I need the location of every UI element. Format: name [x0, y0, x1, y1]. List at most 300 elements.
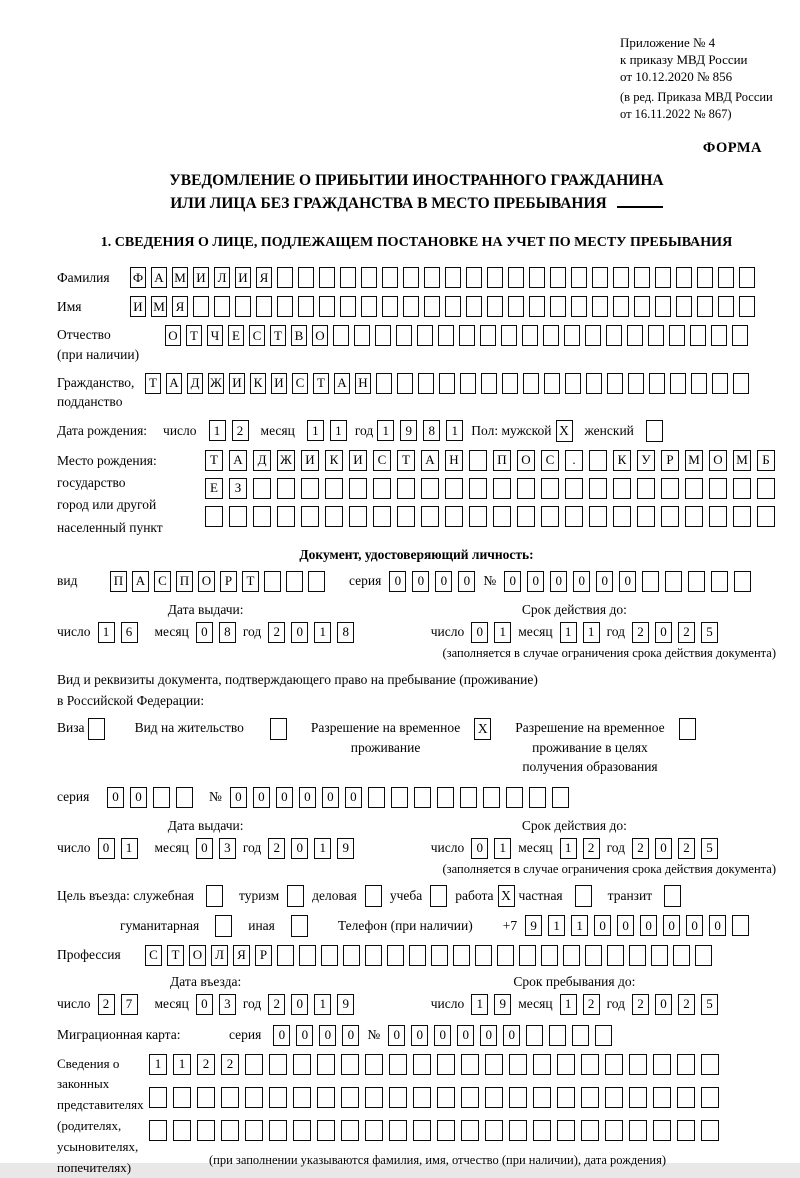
cell[interactable] [469, 478, 487, 499]
cell[interactable]: Ж [208, 373, 224, 394]
cell[interactable]: 0 [655, 994, 672, 1015]
cell[interactable] [221, 1120, 239, 1141]
cell[interactable] [613, 296, 629, 317]
cell[interactable]: 0 [98, 838, 115, 859]
cell[interactable] [277, 506, 295, 527]
cell[interactable] [173, 1120, 191, 1141]
cell[interactable]: О [517, 450, 535, 471]
cell[interactable]: Д [187, 373, 203, 394]
cell[interactable] [149, 1087, 167, 1108]
cell[interactable] [269, 1120, 287, 1141]
cell[interactable] [403, 296, 419, 317]
cell[interactable]: Е [228, 325, 244, 346]
cell[interactable] [565, 478, 583, 499]
cell[interactable] [589, 450, 607, 471]
purpose-humanitarian-checkbox[interactable] [215, 915, 232, 937]
cell[interactable] [701, 1120, 719, 1141]
cell[interactable] [592, 267, 608, 288]
cell[interactable] [607, 945, 624, 966]
cell[interactable] [709, 478, 727, 499]
cell[interactable] [541, 506, 559, 527]
cell[interactable]: И [271, 373, 287, 394]
cell[interactable] [319, 267, 335, 288]
cell[interactable] [585, 945, 602, 966]
cell[interactable] [509, 1120, 527, 1141]
cell[interactable]: 0 [655, 838, 672, 859]
cell[interactable]: М [151, 296, 167, 317]
cell[interactable] [493, 506, 511, 527]
cell[interactable] [445, 506, 463, 527]
cell[interactable] [739, 296, 755, 317]
purpose-study-checkbox[interactable] [430, 885, 447, 907]
cell[interactable] [375, 325, 391, 346]
cell[interactable]: 3 [219, 838, 236, 859]
cell[interactable] [572, 1025, 589, 1046]
cell[interactable] [245, 1054, 263, 1075]
cell[interactable]: 9 [337, 838, 354, 859]
cell[interactable]: 0 [709, 915, 726, 936]
cell[interactable]: 0 [291, 838, 308, 859]
cell[interactable] [549, 1025, 566, 1046]
cell[interactable] [634, 267, 650, 288]
cell[interactable] [340, 267, 356, 288]
cell[interactable] [277, 296, 293, 317]
cell[interactable] [697, 267, 713, 288]
cell[interactable]: 1 [377, 420, 394, 441]
cell[interactable] [193, 296, 209, 317]
temp-residence-checkbox[interactable]: X [474, 718, 491, 740]
cell[interactable]: 2 [268, 622, 285, 643]
cell[interactable] [637, 478, 655, 499]
cell[interactable] [321, 945, 338, 966]
cell[interactable]: 2 [221, 1054, 239, 1075]
cell[interactable] [264, 571, 281, 592]
cell[interactable] [642, 571, 659, 592]
cell[interactable] [325, 506, 343, 527]
cell[interactable] [701, 1087, 719, 1108]
cell[interactable] [541, 478, 559, 499]
cell[interactable]: 0 [573, 571, 590, 592]
cell[interactable]: 0 [319, 1025, 336, 1046]
cell[interactable]: 0 [299, 787, 316, 808]
purpose-work-checkbox[interactable]: X [498, 885, 515, 907]
cell[interactable] [655, 267, 671, 288]
purpose-tourism-checkbox[interactable] [287, 885, 304, 907]
cell[interactable] [397, 478, 415, 499]
cell[interactable] [301, 478, 319, 499]
cell[interactable] [586, 373, 602, 394]
visa-checkbox[interactable] [88, 718, 105, 740]
cell[interactable]: 1 [307, 420, 324, 441]
cell[interactable] [403, 267, 419, 288]
cell[interactable]: 0 [686, 915, 703, 936]
cell[interactable]: 8 [337, 622, 354, 643]
cell[interactable]: 2 [632, 838, 649, 859]
cell[interactable]: Т [145, 373, 161, 394]
cell[interactable] [653, 1087, 671, 1108]
cell[interactable]: С [541, 450, 559, 471]
cell[interactable] [293, 1054, 311, 1075]
cell[interactable] [245, 1087, 263, 1108]
cell[interactable]: 0 [480, 1025, 497, 1046]
cell[interactable] [557, 1120, 575, 1141]
cell[interactable]: 2 [268, 994, 285, 1015]
cell[interactable] [376, 373, 392, 394]
cell[interactable] [475, 945, 492, 966]
cell[interactable]: 0 [389, 571, 406, 592]
cell[interactable]: 0 [471, 838, 488, 859]
cell[interactable]: С [154, 571, 171, 592]
cell[interactable] [517, 478, 535, 499]
cell[interactable] [341, 1120, 359, 1141]
cell[interactable]: Р [220, 571, 237, 592]
cell[interactable]: 0 [342, 1025, 359, 1046]
cell[interactable]: 1 [173, 1054, 191, 1075]
cell[interactable] [637, 506, 655, 527]
cell[interactable] [733, 506, 751, 527]
cell[interactable]: 8 [423, 420, 440, 441]
cell[interactable] [389, 1054, 407, 1075]
cell[interactable] [676, 267, 692, 288]
cell[interactable] [677, 1120, 695, 1141]
cell[interactable] [757, 506, 775, 527]
cell[interactable]: 0 [130, 787, 147, 808]
cell[interactable]: 0 [527, 571, 544, 592]
cell[interactable] [253, 506, 271, 527]
cell[interactable]: А [334, 373, 350, 394]
cell[interactable]: 2 [197, 1054, 215, 1075]
cell[interactable] [333, 325, 349, 346]
cell[interactable] [634, 296, 650, 317]
cell[interactable]: Р [255, 945, 272, 966]
cell[interactable] [517, 506, 535, 527]
cell[interactable] [253, 478, 271, 499]
cell[interactable] [235, 296, 251, 317]
cell[interactable] [437, 1120, 455, 1141]
cell[interactable] [301, 506, 319, 527]
cell[interactable] [628, 373, 644, 394]
cell[interactable] [627, 325, 643, 346]
cell[interactable] [589, 478, 607, 499]
cell[interactable] [629, 1087, 647, 1108]
cell[interactable] [340, 296, 356, 317]
cell[interactable]: 9 [337, 994, 354, 1015]
cell[interactable] [541, 945, 558, 966]
cell[interactable]: 1 [314, 838, 331, 859]
cell[interactable]: 0 [663, 915, 680, 936]
cell[interactable] [695, 945, 712, 966]
cell[interactable]: 5 [701, 838, 718, 859]
cell[interactable]: 1 [121, 838, 138, 859]
cell[interactable] [653, 1120, 671, 1141]
cell[interactable] [571, 296, 587, 317]
cell[interactable]: Я [233, 945, 250, 966]
cell[interactable]: 0 [296, 1025, 313, 1046]
cell[interactable] [523, 373, 539, 394]
cell[interactable] [485, 1120, 503, 1141]
cell[interactable]: П [110, 571, 127, 592]
cell[interactable]: 5 [701, 994, 718, 1015]
sex-female-checkbox[interactable] [646, 420, 663, 442]
cell[interactable] [629, 945, 646, 966]
cell[interactable] [487, 296, 503, 317]
cell[interactable]: 5 [701, 622, 718, 643]
cell[interactable] [445, 296, 461, 317]
cell[interactable] [414, 787, 431, 808]
cell[interactable] [382, 296, 398, 317]
cell[interactable]: 0 [411, 1025, 428, 1046]
cell[interactable]: 0 [617, 915, 634, 936]
cell[interactable]: Т [205, 450, 223, 471]
cell[interactable]: Н [355, 373, 371, 394]
cell[interactable]: 0 [196, 622, 213, 643]
cell[interactable] [365, 1054, 383, 1075]
cell[interactable] [361, 267, 377, 288]
cell[interactable] [445, 267, 461, 288]
cell[interactable] [565, 373, 581, 394]
cell[interactable]: 0 [640, 915, 657, 936]
cell[interactable] [293, 1087, 311, 1108]
cell[interactable]: С [373, 450, 391, 471]
cell[interactable] [651, 945, 668, 966]
cell[interactable] [529, 296, 545, 317]
cell[interactable]: Р [661, 450, 679, 471]
cell[interactable]: Д [253, 450, 271, 471]
cell[interactable]: 1 [571, 915, 588, 936]
cell[interactable] [526, 1025, 543, 1046]
cell[interactable]: Б [757, 450, 775, 471]
cell[interactable] [382, 267, 398, 288]
cell[interactable] [613, 506, 631, 527]
cell[interactable]: Т [397, 450, 415, 471]
cell[interactable] [665, 571, 682, 592]
cell[interactable] [466, 296, 482, 317]
cell[interactable] [481, 373, 497, 394]
cell[interactable]: М [172, 267, 188, 288]
cell[interactable]: 2 [678, 994, 695, 1015]
cell[interactable] [387, 945, 404, 966]
cell[interactable] [298, 267, 314, 288]
cell[interactable] [649, 373, 665, 394]
cell[interactable]: 9 [494, 994, 511, 1015]
cell[interactable] [533, 1120, 551, 1141]
cell[interactable] [557, 1087, 575, 1108]
cell[interactable]: 0 [412, 571, 429, 592]
cell[interactable] [487, 267, 503, 288]
cell[interactable] [256, 296, 272, 317]
cell[interactable]: Ф [130, 267, 146, 288]
cell[interactable] [497, 945, 514, 966]
cell[interactable] [606, 325, 622, 346]
cell[interactable]: 1 [583, 622, 600, 643]
cell[interactable] [581, 1120, 599, 1141]
cell[interactable] [581, 1087, 599, 1108]
cell[interactable] [629, 1120, 647, 1141]
cell[interactable]: 0 [471, 622, 488, 643]
cell[interactable] [461, 1120, 479, 1141]
cell[interactable] [205, 506, 223, 527]
cell[interactable] [373, 506, 391, 527]
cell[interactable] [245, 1120, 263, 1141]
cell[interactable]: К [613, 450, 631, 471]
cell[interactable]: 0 [273, 1025, 290, 1046]
cell[interactable] [466, 267, 482, 288]
cell[interactable] [286, 571, 303, 592]
cell[interactable] [757, 478, 775, 499]
cell[interactable] [589, 506, 607, 527]
cell[interactable] [711, 571, 728, 592]
cell[interactable]: З [229, 478, 247, 499]
cell[interactable]: Т [167, 945, 184, 966]
cell[interactable]: П [493, 450, 511, 471]
cell[interactable] [607, 373, 623, 394]
cell[interactable] [595, 1025, 612, 1046]
cell[interactable] [349, 478, 367, 499]
cell[interactable] [677, 1087, 695, 1108]
cell[interactable]: 2 [98, 994, 115, 1015]
cell[interactable] [424, 296, 440, 317]
cell[interactable] [685, 478, 703, 499]
cell[interactable]: 0 [276, 787, 293, 808]
cell[interactable] [277, 945, 294, 966]
cell[interactable] [421, 506, 439, 527]
cell[interactable]: Н [445, 450, 463, 471]
cell[interactable]: 2 [583, 838, 600, 859]
cell[interactable] [397, 506, 415, 527]
cell[interactable] [648, 325, 664, 346]
cell[interactable]: 1 [314, 622, 331, 643]
cell[interactable]: У [637, 450, 655, 471]
cell[interactable] [485, 1087, 503, 1108]
cell[interactable] [661, 478, 679, 499]
cell[interactable] [485, 1054, 503, 1075]
cell[interactable] [461, 1087, 479, 1108]
cell[interactable] [605, 1054, 623, 1075]
cell[interactable] [701, 1054, 719, 1075]
cell[interactable]: 0 [322, 787, 339, 808]
cell[interactable]: О [165, 325, 181, 346]
cell[interactable]: С [249, 325, 265, 346]
cell[interactable] [299, 945, 316, 966]
cell[interactable] [502, 373, 518, 394]
cell[interactable] [670, 373, 686, 394]
cell[interactable]: 0 [196, 994, 213, 1015]
cell[interactable] [417, 325, 433, 346]
cell[interactable]: 1 [471, 994, 488, 1015]
cell[interactable]: И [229, 373, 245, 394]
cell[interactable]: Л [211, 945, 228, 966]
cell[interactable] [461, 1054, 479, 1075]
cell[interactable] [711, 325, 727, 346]
cell[interactable] [564, 325, 580, 346]
cell[interactable] [613, 478, 631, 499]
cell[interactable] [197, 1120, 215, 1141]
cell[interactable]: А [421, 450, 439, 471]
cell[interactable] [508, 267, 524, 288]
cell[interactable] [732, 325, 748, 346]
cell[interactable] [469, 506, 487, 527]
cell[interactable] [718, 267, 734, 288]
cell[interactable] [661, 506, 679, 527]
cell[interactable] [176, 787, 193, 808]
cell[interactable] [733, 478, 751, 499]
cell[interactable] [354, 325, 370, 346]
cell[interactable]: 0 [596, 571, 613, 592]
cell[interactable] [214, 296, 230, 317]
cell[interactable]: 0 [550, 571, 567, 592]
cell[interactable]: 7 [121, 994, 138, 1015]
cell[interactable] [341, 1054, 359, 1075]
cell[interactable] [733, 373, 749, 394]
cell[interactable] [508, 296, 524, 317]
cell[interactable] [585, 325, 601, 346]
cell[interactable]: . [565, 450, 583, 471]
cell[interactable]: И [235, 267, 251, 288]
cell[interactable]: 0 [457, 1025, 474, 1046]
cell[interactable]: Л [214, 267, 230, 288]
cell[interactable] [543, 325, 559, 346]
purpose-official-checkbox[interactable] [206, 885, 223, 907]
cell[interactable] [629, 1054, 647, 1075]
cell[interactable]: П [176, 571, 193, 592]
cell[interactable] [389, 1087, 407, 1108]
cell[interactable]: О [312, 325, 328, 346]
cell[interactable] [529, 267, 545, 288]
cell[interactable] [221, 1087, 239, 1108]
cell[interactable]: 0 [503, 1025, 520, 1046]
cell[interactable] [413, 1087, 431, 1108]
cell[interactable]: 2 [678, 838, 695, 859]
cell[interactable]: 2 [232, 420, 249, 441]
cell[interactable]: 0 [655, 622, 672, 643]
cell[interactable] [509, 1087, 527, 1108]
cell[interactable] [501, 325, 517, 346]
cell[interactable]: А [132, 571, 149, 592]
cell[interactable]: И [349, 450, 367, 471]
cell[interactable]: 9 [525, 915, 542, 936]
cell[interactable] [365, 1120, 383, 1141]
cell[interactable] [688, 571, 705, 592]
cell[interactable] [149, 1120, 167, 1141]
cell[interactable] [389, 1120, 407, 1141]
cell[interactable] [550, 267, 566, 288]
cell[interactable] [552, 787, 569, 808]
cell[interactable] [712, 373, 728, 394]
cell[interactable]: 1 [560, 838, 577, 859]
cell[interactable] [396, 325, 412, 346]
cell[interactable] [317, 1120, 335, 1141]
cell[interactable] [655, 296, 671, 317]
cell[interactable]: Т [242, 571, 259, 592]
cell[interactable]: О [198, 571, 215, 592]
cell[interactable]: С [292, 373, 308, 394]
purpose-transit-checkbox[interactable] [664, 885, 681, 907]
cell[interactable]: В [291, 325, 307, 346]
cell[interactable] [605, 1120, 623, 1141]
cell[interactable] [493, 478, 511, 499]
cell[interactable]: 8 [219, 622, 236, 643]
cell[interactable] [424, 267, 440, 288]
cell[interactable] [409, 945, 426, 966]
cell[interactable]: 0 [435, 571, 452, 592]
cell[interactable]: И [301, 450, 319, 471]
cell[interactable] [550, 296, 566, 317]
cell[interactable] [277, 478, 295, 499]
cell[interactable] [565, 506, 583, 527]
cell[interactable]: О [709, 450, 727, 471]
cell[interactable] [509, 1054, 527, 1075]
cell[interactable] [592, 296, 608, 317]
